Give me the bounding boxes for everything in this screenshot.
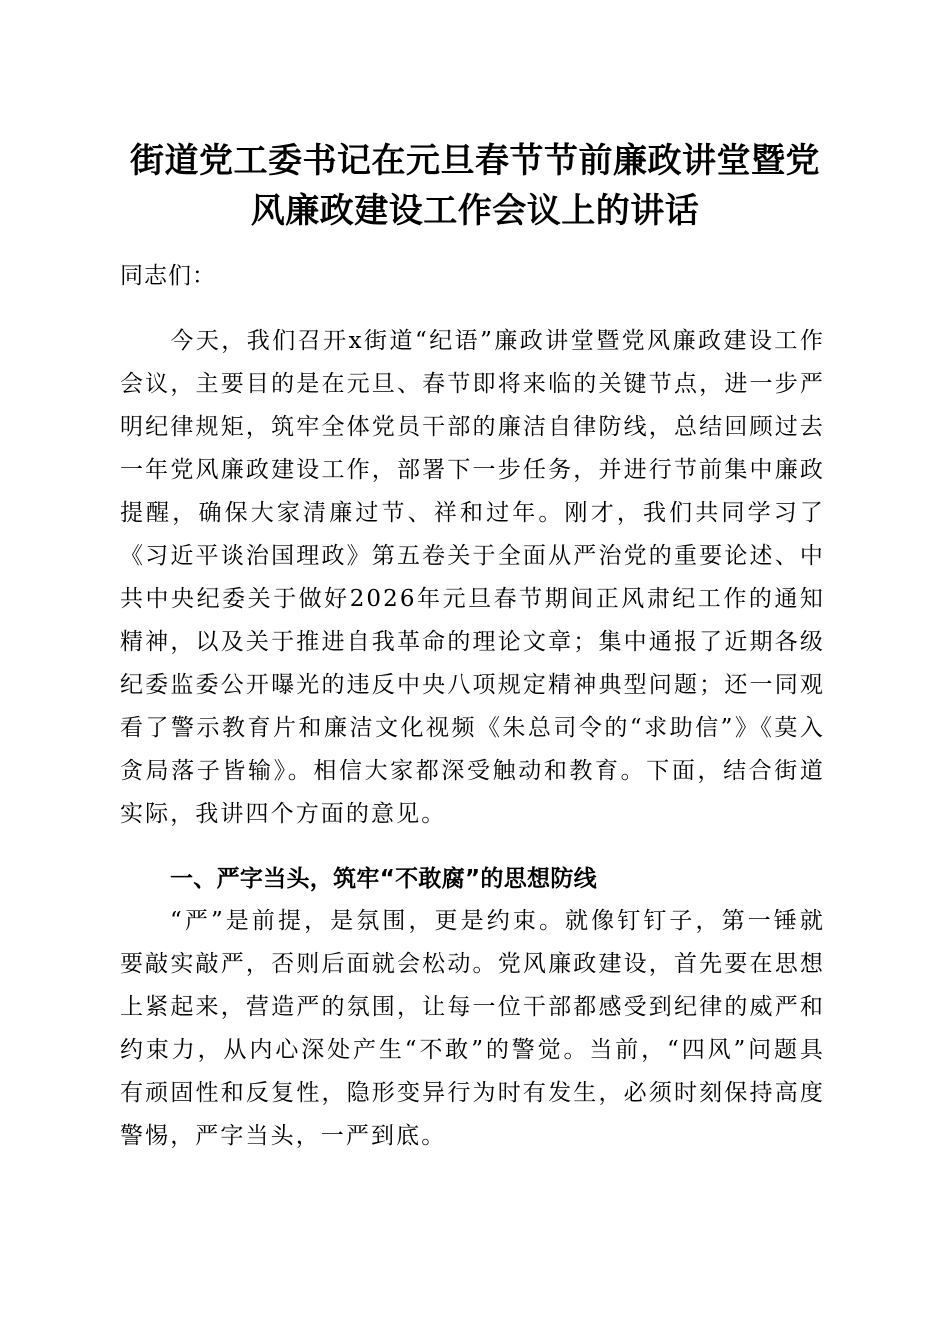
title-line-1: 街道党工委书记在元旦春节节前廉政讲堂暨党 xyxy=(130,141,820,181)
paragraph-intro xyxy=(120,320,825,836)
paragraph-section-1 xyxy=(120,900,825,1158)
document-title xyxy=(100,136,850,236)
paragraph-intro-text: 今天，我们召开x街道“纪语”廉政讲堂暨党风廉政建设工作会议，主要目的是在元旦、春节即将来临的关键节点，进一步严明纪律规矩，筑牢全体党员干部的廉洁自律防线，总结回顾过去一年党风廉政建设工作，部署下一步任务，并进行节前集中廉政提醒，确保大家清廉过节、祥和过年。刚才，我们共同学习了《习近平谈治国理政》第五卷关于全面从严治党的重要论述、中共中央纪委关于做好2026年元旦春节期间正风肃纪工作的通知精神，以及关于推进自我革命的理论文章；集中通报了近期各级纪委监委公开曝光的违反中央八项规定精神典型问题；还一同观看了警示教育片和廉洁文化视频《朱总司令的“求助信”》《莫入贪局落子皆输》。相信大家都深受触动和教育。下面，结合街道实际，我讲四个方面的意见。 xyxy=(120,328,826,827)
paragraph-section-1-text: “严”是前提，是氛围，更是约束。就像钉钉子，第一锤就要敲实敲严，否则后面就会松动。党风廉政建设，首先要在思想上紧起来，营造严的氛围，让每一位干部都感受到纪律的威严和约束力，从内心深处产生“不敢”的警觉。当前，“四风”问题具有顽固性和反复性，隐形变异行为时有发生，必须时刻保持高度警惕，严字当头，一严到底。 xyxy=(120,908,825,1149)
section-heading-1: 一、严字当头，筑牢“不敢腐”的思想防线 xyxy=(170,866,597,892)
greeting: 同志们： xyxy=(120,263,216,289)
title-line-2: 风廉政建设工作会议上的讲话 xyxy=(250,191,700,231)
